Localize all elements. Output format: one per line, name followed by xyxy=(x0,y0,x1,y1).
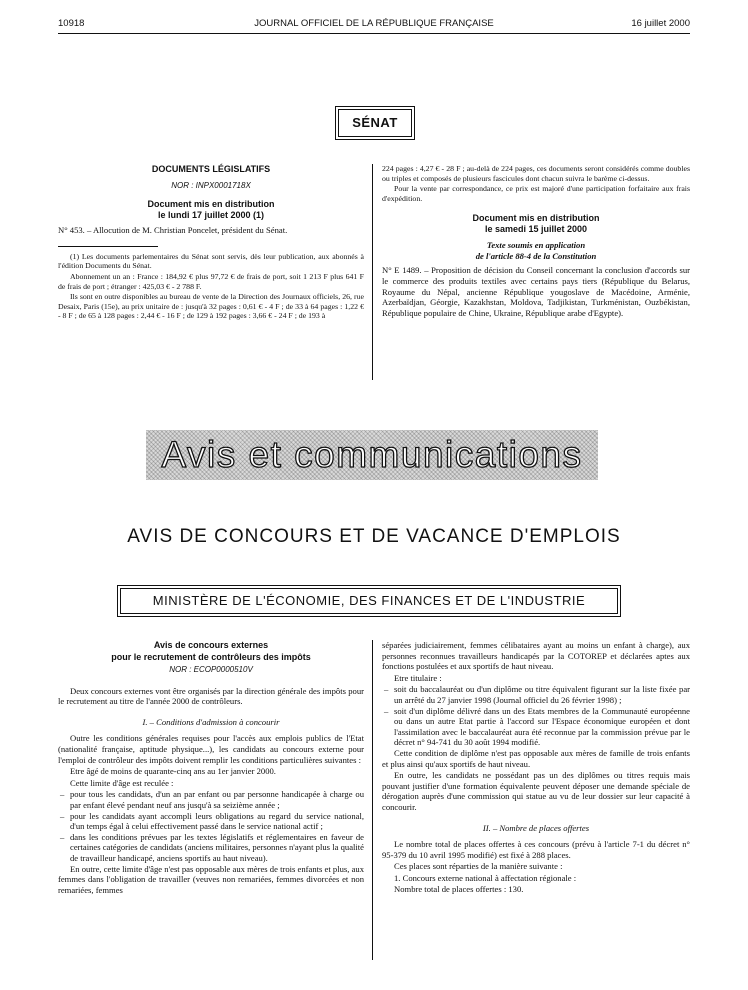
section-heading: AVIS DE CONCOURS ET DE VACANCE D'EMPLOIS xyxy=(127,526,621,547)
footnote-continued: 224 pages : 4,27 € - 28 F ; au-delà de 224 pages, ces documents seront considérés comme doubles ou triples et composés de plusieurs fascicules dont chacun suivra le barème ci-dessus. xyxy=(382,164,690,183)
dist-title-1: Document mis en distribution xyxy=(472,213,600,224)
paragraph-diploma-exception: Cette condition de diplôme n'est pas opposable aux mères de famille de trois enfants et plus ainsi qu'aux sportifs de haut niveau. xyxy=(382,747,690,769)
section-banner xyxy=(146,430,598,480)
paragraph-continued: séparées judiciairement, femmes célibataires ayant au moins un enfant à charge), aux personnes reconnues travailleurs handicapés par la COTOREP et déclarées aptes aux fonctions postulées et aux sportifs de haut niveau. xyxy=(382,640,690,672)
dist-title-2: le samedi 15 juillet 2000 xyxy=(484,224,588,235)
paragraph-age-limit: Cette limite d'âge est reculée : xyxy=(70,777,174,788)
senat-left-column xyxy=(58,164,364,322)
document-item: N° E 1489. – Proposition de décision du Conseil concernant la conclusion d'accords sur le commerce des produits textiles avec certains pays tiers (République du Belarus, Royaume du Népal, ancienne République yougoslave de Macédoine, Arménie, Azerbaïdjan, Géorgie, Kazakhstan, Moldova, Tadjikistan, Turkménistan, Ouzbékistan, République populaire de Chine, Ukraine, République arabe d'Egypte). xyxy=(382,265,690,318)
ministry-box: MINISTÈRE DE L'ÉCONOMIE, DES FINANCES ET DE L'INDUSTRIE xyxy=(120,588,618,614)
subtitle-1: Texte soumis en application xyxy=(486,240,586,251)
footnote-1: (1) Les documents parlementaires du Sénat sont servis, dès leur publication, aux abonnés à l'édition Documents du Sénat. xyxy=(58,251,364,271)
paragraph-places-split: Ces places sont réparties de la manière suivante : xyxy=(394,861,563,872)
avis-title-1: Avis de concours externes xyxy=(153,640,269,650)
heading-conditions: I. – Conditions d'admission à concourir xyxy=(142,716,280,727)
footnote-3: Ils sont en outre disponibles au bureau de vente de la Direction des Journaux officiels, 26, rue Desaix, Paris (15e), au prix unitaire de : jusqu'à 32 pages : 0,61 € - 4 F ; de 33 à 64 pages : 1,22 € - 8 F ; de 65 à 128 pages : 2,44 € - 16 F ; de 129 à 192 pages : 3,66 € - 24 F ; de 193 à xyxy=(58,292,364,321)
column-divider xyxy=(372,164,373,380)
journal-title: JOURNAL OFFICIEL DE LA RÉPUBLIQUE FRANÇAISE xyxy=(254,18,494,29)
avis-right-column xyxy=(382,640,690,896)
list-item: – soit du baccalauréat ou d'un diplôme ou titre équivalent figurant sur la liste fixée par un arrêté du 27 janvier 1998 (Journal officiel du 26 février 1998) ; xyxy=(394,684,690,705)
dist-title-1: Document mis en distribution xyxy=(147,199,275,210)
paragraph-derogation: En outre, les candidats ne possédant pas un des diplômes ou titres requis mais pouvant justifier d'une formation équivalente peuvent déposer une demande spéciale de dérogation auprès d'une commission qui statue au vu de leur dossier sur leur capacité à concourir. xyxy=(382,770,690,812)
document-item: N° 453. – Allocution de M. Christian Poncelet, président du Sénat. xyxy=(58,225,288,236)
dist-title-2: le lundi 17 juillet 2000 (1) xyxy=(157,210,265,221)
paragraph-concours-national: 1. Concours externe national à affectation régionale : xyxy=(394,872,577,883)
footnote-rule xyxy=(58,246,158,247)
paragraph-age: Etre âgé de moins de quarante-cinq ans au 1er janvier 2000. xyxy=(70,766,276,777)
paragraph-places-count: Nombre total de places offertes : 130. xyxy=(394,884,524,895)
paragraph-diploma: Etre titulaire : xyxy=(394,672,442,683)
list-item: – dans les conditions prévues par les textes législatifs et réglementaires en faveur de certaines catégories de candidats (anciens militaires, personnes n'ayant plus la qualité de travailleur handicapé, anciens sportifs au haut niveau). xyxy=(70,832,364,864)
heading-places: II. – Nombre de places offertes xyxy=(482,822,590,833)
subtitle-2: de l'article 88-4 de la Constitution xyxy=(475,251,597,262)
list-item: – pour tous les candidats, d'un an par enfant ou par personne handicapée à charge ou par enfant élevé pendant neuf ans jusqu'à sa seizième année ; xyxy=(70,789,364,810)
header-rule xyxy=(58,33,690,34)
section-title: DOCUMENTS LÉGISLATIFS xyxy=(151,164,271,174)
avis-title-2: pour le recrutement de contrôleurs des impôts xyxy=(111,652,311,662)
banner-text: Avis et communications xyxy=(161,434,583,475)
senat-box: SÉNAT xyxy=(338,109,412,137)
paragraph-places-total: Le nombre total de places offertes à ces concours (prévu à l'article 7-1 du décret n° 95-379 du 10 avril 1995 modifié) est fixé à 288 places. xyxy=(382,839,690,860)
senat-right-column xyxy=(382,164,690,319)
footnote-continued-2: Pour la vente par correspondance, ce prix est majoré d'une participation forfaitaire aux frais d'expédition. xyxy=(382,184,690,203)
paragraph-conditions: Outre les conditions générales requises pour l'accès aux emplois publics de l'Etat (nationalité française, aptitude physique...), les candidats au concours externe pour l'emploi de contrôleur des impôts doivent remplir les conditions particulières suivantes : xyxy=(58,733,364,765)
nor-code: NOR : INPX0001718X xyxy=(171,180,251,190)
avis-nor: NOR : ECOP0000510V xyxy=(169,665,253,674)
list-item: – pour les candidats ayant accompli leurs obligations au regard du service national, d'un temps égal à celui effectivement passé dans le service national actif ; xyxy=(70,811,364,832)
footnote-2: Abonnement un an : France : 184,92 € plus 97,72 € de frais de port, soit 1 213 F plus 641 F de frais de port ; étranger : 425,03 € - 2 788 F. xyxy=(58,271,364,291)
list-item: – soit d'un diplôme délivré dans un des Etats membres de la Communauté européenne ou dans un autre Etat partie à l'accord sur l'Espace économique européen et dont l'assimilation avec le baccalauréat aura été reconnue par la commission prévue par le décret n° 94-741 du 30 août 1994 modifié. xyxy=(394,706,690,748)
page-number: 10918 xyxy=(58,18,85,29)
paragraph-exceptions: En outre, cette limite d'âge n'est pas opposable aux mères de trois enfants et plus, aux femmes dans l'obligation de travailler (veuves non remariées, femmes divorcées et non remariées, femmes xyxy=(58,863,364,895)
avis-left-column xyxy=(58,640,364,896)
column-divider xyxy=(372,640,373,960)
avis-intro: Deux concours externes vont être organisés par la direction générale des impôts pour le recrutement au titre de l'année 2000 de contrôleurs. xyxy=(58,685,364,707)
header-date: 16 juillet 2000 xyxy=(631,18,690,29)
